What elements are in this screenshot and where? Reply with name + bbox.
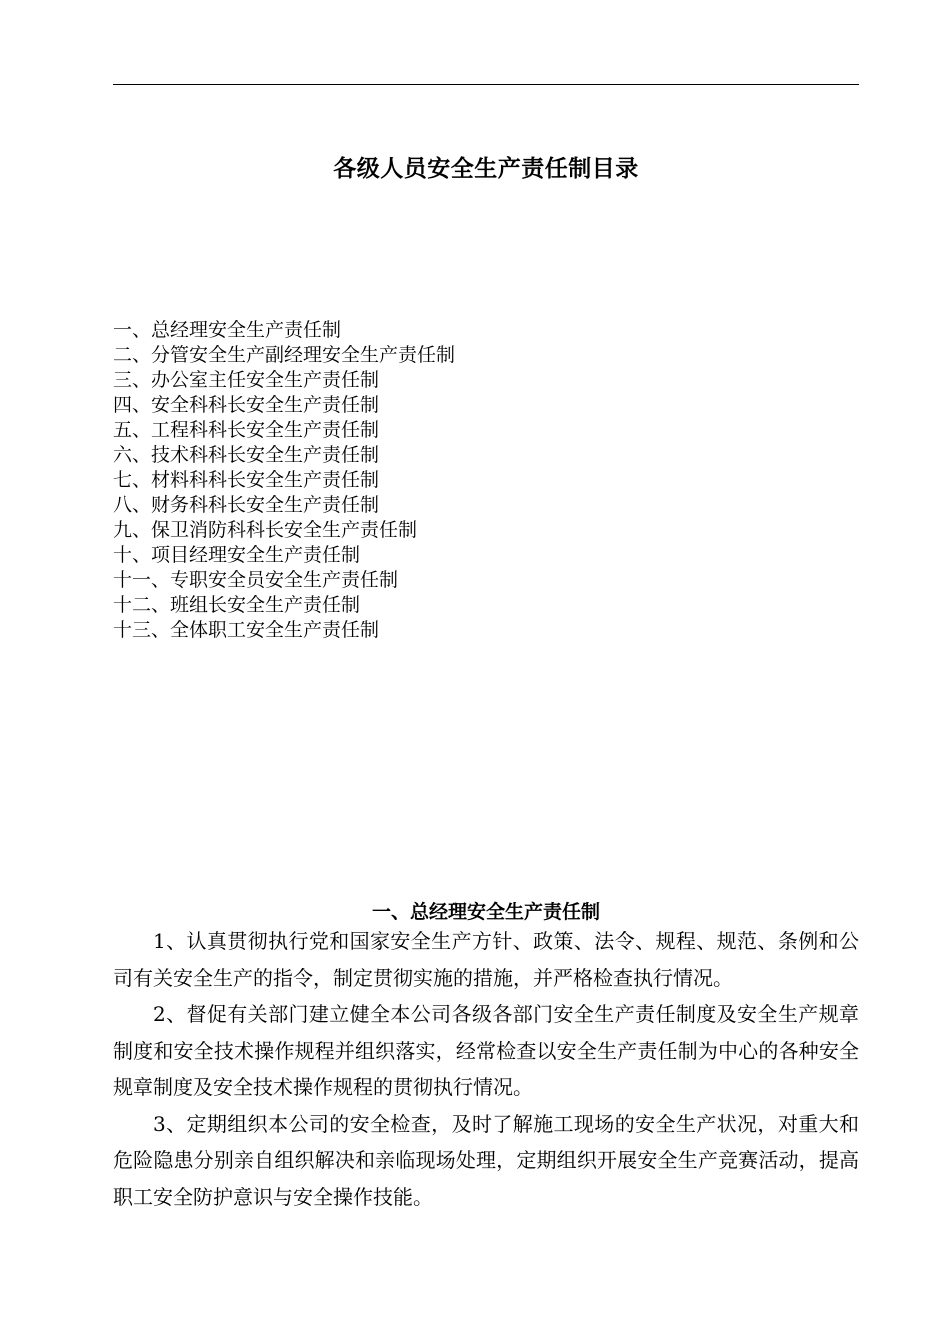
toc-item: 十二、班组长安全生产责任制: [113, 594, 361, 616]
toc-item: 七、材料科科长安全生产责任制: [113, 469, 380, 491]
toc-item: 十一、专职安全员安全生产责任制: [113, 569, 399, 591]
toc-item: 六、技术科科长安全生产责任制: [113, 444, 380, 466]
toc-item: 八、财务科科长安全生产责任制: [113, 494, 380, 516]
body-paragraph: 2、督促有关部门建立健全本公司各级各部门安全生产责任制度及安全生产规章制度和安全技术操作规程并组织落实，经常检查以安全生产责任制为中心的各种安全规章制度及安全技术操作规程的贯彻执行情况。: [113, 1002, 859, 1099]
document-title: 各级人员安全生产责任制目录: [333, 156, 639, 182]
toc-item: 十、项目经理安全生产责任制: [113, 544, 361, 566]
toc-item: 一、总经理安全生产责任制: [113, 319, 342, 341]
header-rule: [113, 84, 859, 85]
section-body: [113, 923, 859, 1215]
body-paragraph: 3、定期组织本公司的安全检查，及时了解施工现场的安全生产状况，对重大和危险隐患分别亲自组织解决和亲临现场处理，定期组织开展安全生产竞赛活动，提高职工安全防护意识与安全操作技能。: [113, 1111, 859, 1209]
section-heading: 一、总经理安全生产责任制: [371, 901, 600, 923]
toc-item: 五、工程科科长安全生产责任制: [113, 419, 380, 441]
table-of-contents: [113, 318, 813, 643]
toc-item: 四、安全科科长安全生产责任制: [113, 394, 380, 416]
toc-item: 三、办公室主任安全生产责任制: [113, 369, 380, 391]
body-paragraph: 1、认真贯彻执行党和国家安全生产方针、政策、法令、规程、规范、条例和公司有关安全生产的指令，制定贯彻实施的措施，并严格检查执行情况。: [113, 929, 859, 990]
toc-item: 九、保卫消防科科长安全生产责任制: [113, 519, 418, 541]
toc-item: 十三、全体职工安全生产责任制: [113, 619, 380, 641]
toc-item: 二、分管安全生产副经理安全生产责任制: [113, 344, 456, 366]
